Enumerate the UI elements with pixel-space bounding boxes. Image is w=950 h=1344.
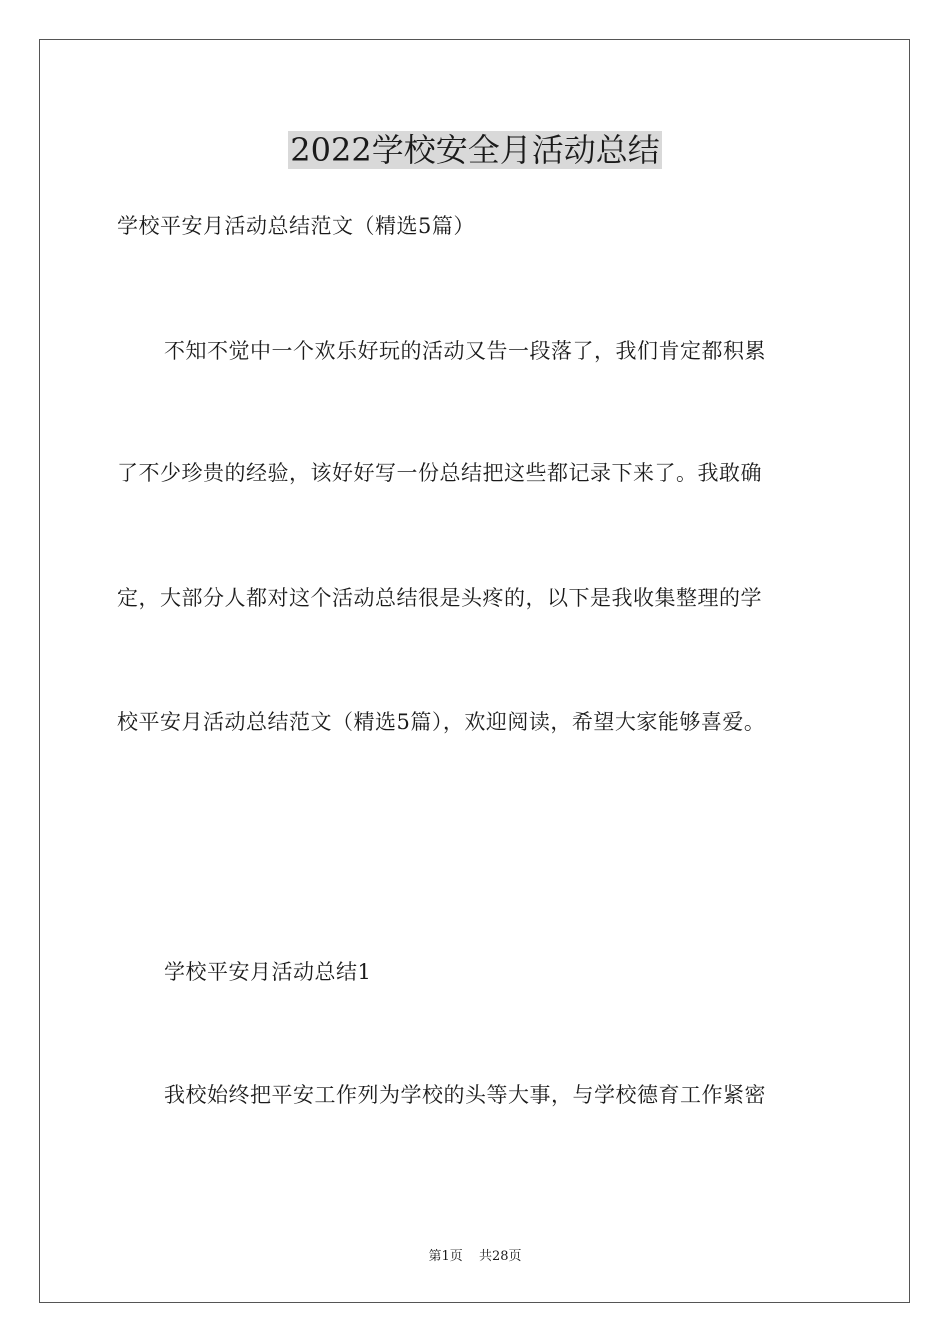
section-first-line: 我校始终把平安工作列为学校的头等大事，与学校德育工作紧密 — [164, 1083, 766, 1107]
page-number-current: 第1页 — [428, 1249, 463, 1264]
document-title: 2022学校安全月活动总结 — [290, 131, 660, 169]
page-number-total: 共28页 — [478, 1249, 522, 1264]
section-heading: 学校平安月活动总结1 — [164, 960, 372, 984]
intro-line-3: 定，大部分人都对这个活动总结很是头疼的，以下是我收集整理的学 — [117, 586, 762, 610]
intro-line-4: 校平安月活动总结范文（精选5篇），欢迎阅读，希望大家能够喜爱。 — [117, 710, 766, 734]
document-subtitle: 学校平安月活动总结范文（精选5篇） — [117, 214, 475, 238]
page-footer — [0, 1248, 950, 1266]
intro-line-1: 不知不觉中一个欢乐好玩的活动又告一段落了，我们肯定都积累 — [164, 339, 766, 363]
intro-line-2: 了不少珍贵的经验，该好好写一份总结把这些都记录下来了。我敢确 — [117, 461, 762, 485]
